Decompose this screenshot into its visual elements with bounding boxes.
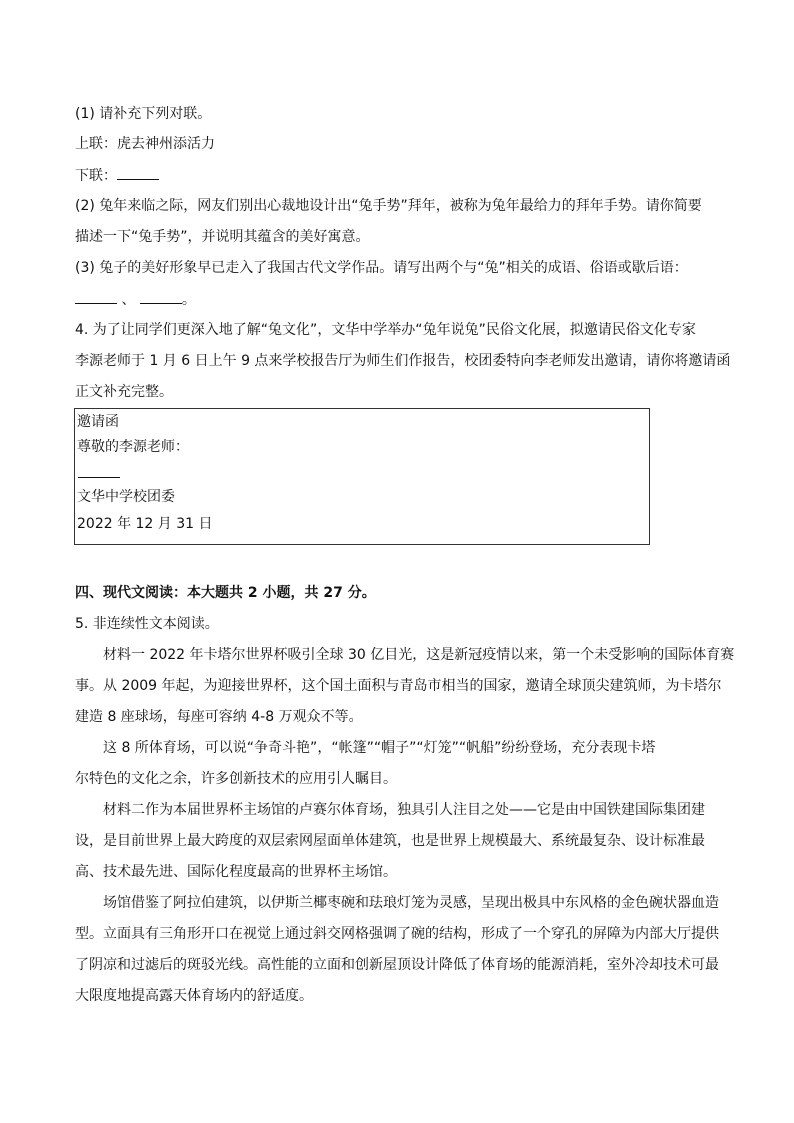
- couplet-answer-blank[interactable]: [117, 165, 159, 180]
- couplet-lower-label: 下联：: [75, 168, 117, 184]
- question-4-line-2: 李源老师于 1 月 6 日上午 9 点来学校报告厅为师生们作报告，校团委特向李老师发出邀请，请你将邀请函: [75, 353, 731, 369]
- invitation-title: 邀请函: [77, 414, 119, 430]
- question-4-line-1: 4. 为了让同学们更深入地了解“兔文化”，文华中学举办“兔年说兔”民俗文化展，拟邀请民俗文化专家: [75, 322, 696, 338]
- invitation-signature: 文华中学校团委: [77, 489, 175, 505]
- invitation-date: 2022 年 12 月 31 日: [77, 516, 213, 532]
- question-3-part-1: (1) 请补充下列对联。: [75, 106, 212, 122]
- couplet-lower-line: [75, 165, 725, 186]
- invitation-letter-box: [74, 408, 650, 545]
- passage-paragraph-4-line-4: 大限度地提高露天体育场内的舒适度。: [75, 988, 313, 1004]
- answer-end-mark: 。: [181, 292, 196, 308]
- passage-material-2-line-3: 高、技术最先进、国际化程度最高的世界杯主场馆。: [75, 864, 397, 880]
- question-3-part-3-answers: [75, 289, 725, 310]
- question-4-line-3: 正文补充完整。: [75, 384, 173, 400]
- invitation-greeting: 尊敬的李源老师：: [77, 439, 189, 455]
- section-4-heading: 四、现代文阅读：本大题共 2 小题，共 27 分。: [75, 585, 376, 601]
- answer-separator: 、: [121, 292, 136, 308]
- passage-material-1-line-2: 事。从 2009 年起，为迎接世界杯，这个国土面积与青岛市相当的国家，邀请全球顶尖建筑师，为卡塔尔: [75, 678, 722, 694]
- passage-paragraph-2-line-2: 尔特色的文化之余，许多创新技术的应用引人瞩目。: [75, 771, 397, 787]
- invitation-body-blank[interactable]: [78, 461, 120, 478]
- passage-paragraph-4-line-2: 型。立面具有三角形开口在视觉上通过斜交网格强调了碗的结构，形成了一个穿孔的屏障为内部大厅提供: [75, 926, 719, 942]
- passage-paragraph-4-line-1: 场馆借鉴了阿拉伯建筑，以伊斯兰椰枣碗和珐琅灯笼为灵感，呈现出极具中东风格的金色碗状器血造: [103, 895, 719, 911]
- passage-material-1-line-3: 建造 8 座球场，每座可容纳 4-8 万观众不等。: [75, 709, 363, 725]
- passage-paragraph-2-line-1: 这 8 所体育场，可以说“争奇斗艳”，“帐篷”“帽子”“灯笼”“帆船”纷纷登场，充分表现卡塔: [103, 740, 656, 756]
- idiom-answer-blank-2[interactable]: [140, 289, 182, 304]
- passage-material-2-line-2: 设，是目前世界上最大跨度的双层索网屋面单体建筑，也是世界上规模最大、系统最复杂、设计标准最: [75, 833, 705, 849]
- passage-paragraph-4-line-3: 了阴凉和过滤后的斑驳光线。高性能的立面和创新屋顶设计降低了体育场的能源消耗，室外冷却技术可最: [75, 957, 719, 973]
- question-3-part-3-line-1: (3) 兔子的美好形象早已走入了我国古代文学作品。请写出两个与“兔”相关的成语、俗语或歇后语：: [75, 260, 688, 276]
- question-3-part-2-line-2: 描述一下“兔手势”，并说明其蕴含的美好寓意。: [75, 229, 370, 245]
- passage-material-2-line-1: 材料二作为本届世界杯主场馆的卢赛尔体育场，独具引人注目之处——它是由中国铁建国际集团建: [103, 802, 705, 818]
- idiom-answer-blank-1[interactable]: [75, 289, 117, 304]
- question-3-part-2-line-1: (2) 兔年来临之际，网友们别出心裁地设计出“兔手势”拜年，被称为兔年最给力的拜年手势。请你简要: [75, 198, 702, 214]
- question-5-title: 5. 非连续性文本阅读。: [75, 616, 219, 632]
- couplet-upper-line: 上联：虎去神州添活力: [75, 136, 215, 152]
- passage-material-1-line-1: 材料一 2022 年卡塔尔世界杯吸引全球 30 亿目光，这是新冠疫情以来，第一个未受影响的国际体育赛: [103, 647, 735, 663]
